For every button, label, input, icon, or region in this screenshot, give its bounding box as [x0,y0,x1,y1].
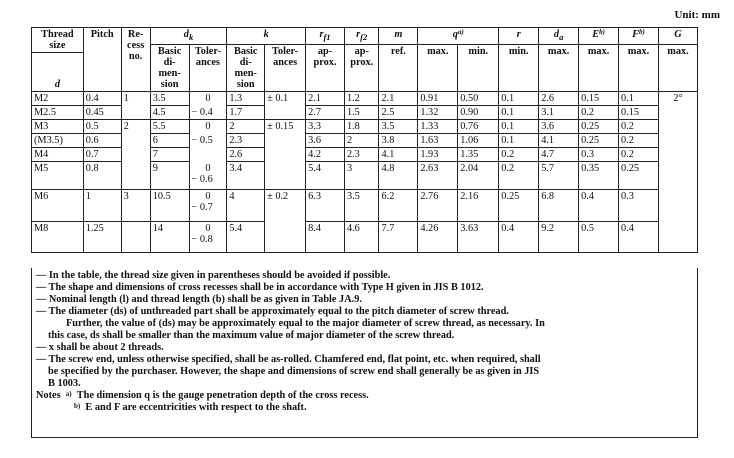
cell-pitch: 0.5 [83,120,121,134]
cell-k: 2 [227,120,265,134]
hdr-k-basic: Basic di- men- sion [227,45,265,92]
cell-pitch: 0.8 [83,162,121,190]
cell-r2: 3.5 [344,190,379,222]
hdr-r2: $r_{f2}$ [344,28,379,45]
cell-qmin: 0.76 [458,120,499,134]
note-line: Further, the value of (ds) may be approximately equal to the major diameter of screw thread, as necessary. In [66,318,545,329]
cell-qmin: 1.35 [458,148,499,162]
hdr-pitch: Pitch [83,28,121,92]
hdr-da: $d_a$ [539,28,579,45]
hdr-G-max: max. [658,45,697,92]
cell-da: 6.8 [539,190,579,222]
cell-dk-tol [189,148,227,162]
cell-r: 0.1 [499,120,539,134]
cell-k: 2.3 [227,134,265,148]
cell-dk-tol: 0 − 0.8 [189,222,227,253]
hdr-r: r [499,28,539,45]
cell-k: 3.4 [227,162,265,190]
hdr-G: G [658,28,697,45]
cell-dk: 7 [150,148,189,162]
cell-F: 0.2 [619,120,659,134]
cell-F: 0.2 [619,134,659,148]
cell-da: 2.6 [539,92,579,106]
cell-k-tol: ± 0.1 [265,92,306,120]
cell-F: 0.15 [619,106,659,120]
cell-r: 0.1 [499,134,539,148]
cell-k: 1.3 [227,92,265,106]
cell-E: 0.3 [579,148,619,162]
cell-dk-tol: − 0.4 [189,106,227,120]
hdr-dk: $d_k$ [150,28,227,45]
cell-pitch: 0.45 [83,106,121,120]
cell-dk: 6 [150,134,189,148]
table-row [32,222,698,253]
cell-da: 4.1 [539,134,579,148]
cell-k-tol: ± 0.15 [265,120,306,190]
cell-pitch: 0.4 [83,92,121,106]
hdr-r-min: min. [499,45,539,92]
cell-qmax: 1.63 [418,134,458,148]
cell-E: 0.25 [579,134,619,148]
cell-r: 0.25 [499,190,539,222]
cell-dk: 4.5 [150,106,189,120]
cell-thread: M4 [32,148,84,162]
cell-m: 3.5 [379,120,418,134]
cell-E: 0.5 [579,222,619,253]
cell-dk: 5.5 [150,120,189,134]
cell-qmin: 3.63 [458,222,499,253]
cell-E: 0.35 [579,162,619,190]
cell-r2: 2.3 [344,148,379,162]
hdr-thread-size: Thread size [32,28,84,53]
cell-pitch: 0.7 [83,148,121,162]
cell-r: 0.2 [499,148,539,162]
cell-dk-tol: 0 [189,92,227,106]
cell-r: 0.2 [499,162,539,190]
table-row [32,190,698,222]
cell-k: 1.7 [227,106,265,120]
cell-recess: 3 [121,190,150,222]
cell-m: 4.8 [379,162,418,190]
cell-F: 0.4 [619,222,659,253]
cell-dk-tol: 0 − 0.7 [189,190,227,222]
cell-qmax: 0.91 [418,92,458,106]
hdr-q-min: min. [458,45,499,92]
cell-G: 2° [658,92,697,253]
cell-r2: 1.2 [344,92,379,106]
cell-m: 4.1 [379,148,418,162]
hdr-recess-no: Re- cess no. [121,28,150,92]
hdr-m: m [379,28,418,45]
note-line: — In the table, the thread size given in parentheses should be avoided if possible. [36,270,391,281]
cell-recess [121,222,150,253]
cell-qmin: 0.50 [458,92,499,106]
cell-m: 6.2 [379,190,418,222]
note-line: — Nominal length (l) and thread length (b) shall be as given in Table JA.9. [36,294,362,305]
cell-thread: M5 [32,162,84,190]
cell-qmax: 1.93 [418,148,458,162]
hdr-F: $F^{b)}$ [619,28,659,45]
cell-dk-tol: 0 − 0.6 [189,162,227,190]
cell-k: 5.4 [227,222,265,253]
hdr-k-tol: Toler- ances [265,45,306,92]
cell-thread: M3 [32,120,84,134]
dimension-table [31,27,698,253]
cell-da: 4.7 [539,148,579,162]
cell-dk: 9 [150,162,189,190]
cell-qmin: 1.06 [458,134,499,148]
cell-thread: M6 [32,190,84,222]
cell-qmax: 4.26 [418,222,458,253]
note-line: B 1003. [48,378,81,389]
hdr-q: $q^{a)}$ [418,28,499,45]
cell-r2: 3 [344,162,379,190]
cell-k: 2.6 [227,148,265,162]
cell-pitch: 1.25 [83,222,121,253]
cell-F: 0.25 [619,162,659,190]
note-b: $^{b)}$ E and F are eccentricities with respect to the shaft. [74,402,307,413]
cell-qmax: 1.33 [418,120,458,134]
hdr-dk-basic: Basic di- men- sion [150,45,189,92]
cell-dk: 14 [150,222,189,253]
cell-E: 0.2 [579,106,619,120]
cell-thread: (M3.5) [32,134,84,148]
table-row [32,120,698,134]
note-line: — The screw end, unless otherwise specified, shall be as-rolled. Chamfered end, flat point, etc. when required, shall [36,354,541,365]
table-notes [31,268,698,438]
note-a: Notes $^{a)}$ The dimension q is the gauge penetration depth of the cross recess. [36,390,369,401]
cell-k-tol: ± 0.2 [265,190,306,253]
hdr-E-max: max. [579,45,619,92]
cell-recess: 2 [121,120,150,190]
cell-r1: 5.4 [306,162,345,190]
cell-qmin: 2.04 [458,162,499,190]
cell-pitch: 1 [83,190,121,222]
cell-F: 0.2 [619,148,659,162]
cell-r2: 2 [344,134,379,148]
hdr-E: $E^{b)}$ [579,28,619,45]
cell-thread: M8 [32,222,84,253]
cell-r1: 6.3 [306,190,345,222]
hdr-r1-approx: ap- prox. [306,45,345,92]
cell-r2: 4.6 [344,222,379,253]
cell-E: 0.25 [579,120,619,134]
cell-r2: 1.8 [344,120,379,134]
hdr-q-max: max. [418,45,458,92]
cell-r: 0.4 [499,222,539,253]
unit-label: Unit: mm [674,9,720,21]
table-row [32,92,698,106]
hdr-k: k [227,28,306,45]
note-line: be specified by the purchaser. However, the shape and dimensions of screw end shall generally be as given in JIS [48,366,540,377]
cell-F: 0.1 [619,92,659,106]
cell-qmax: 2.76 [418,190,458,222]
cell-qmax: 1.32 [418,106,458,120]
hdr-m-ref: ref. [379,45,418,92]
cell-dk: 3.5 [150,92,189,106]
cell-thread: M2.5 [32,106,84,120]
note-line: — The shape and dimensions of cross recesses shall be in accordance with Type H given in JIS B 1012. [36,282,484,293]
header-row-1 [32,28,698,45]
cell-r1: 8.4 [306,222,345,253]
cell-m: 2.1 [379,92,418,106]
note-line: — The diameter (ds) of unthreaded part shall be approximately equal to the pitch diameter of screw thread. [36,306,509,317]
cell-m: 2.5 [379,106,418,120]
cell-r2: 1.5 [344,106,379,120]
cell-dk: 10.5 [150,190,189,222]
cell-m: 7.7 [379,222,418,253]
cell-da: 5.7 [539,162,579,190]
cell-F: 0.3 [619,190,659,222]
hdr-r1: $r_{f1}$ [306,28,345,45]
cell-E: 0.15 [579,92,619,106]
cell-r1: 2.1 [306,92,345,106]
hdr-d-symbol: d [32,78,84,92]
hdr-dk-tol: Toler- ances [189,45,227,92]
cell-dk-tol: 0 [189,120,227,134]
cell-thread: M2 [32,92,84,106]
cell-r1: 3.3 [306,120,345,134]
hdr-da-max: max. [539,45,579,92]
cell-r1: 4.2 [306,148,345,162]
cell-da: 3.6 [539,120,579,134]
cell-r: 0.1 [499,106,539,120]
cell-dk-tol: − 0.5 [189,134,227,148]
cell-r1: 3.6 [306,134,345,148]
note-line: — x shall be about 2 threads. [36,342,164,353]
cell-qmin: 0.90 [458,106,499,120]
hdr-r2-approx: ap- prox. [344,45,379,92]
cell-m: 3.8 [379,134,418,148]
cell-da: 3.1 [539,106,579,120]
cell-da: 9.2 [539,222,579,253]
hdr-F-max: max. [619,45,659,92]
cell-E: 0.4 [579,190,619,222]
cell-r: 0.1 [499,92,539,106]
note-line: this case, ds shall be smaller than the maximum value of major diameter of the screw thread. [48,330,455,341]
cell-r1: 2.7 [306,106,345,120]
cell-qmin: 2.16 [458,190,499,222]
cell-pitch: 0.6 [83,134,121,148]
cell-qmax: 2.63 [418,162,458,190]
cell-recess: 1 [121,92,150,120]
cell-k: 4 [227,190,265,222]
